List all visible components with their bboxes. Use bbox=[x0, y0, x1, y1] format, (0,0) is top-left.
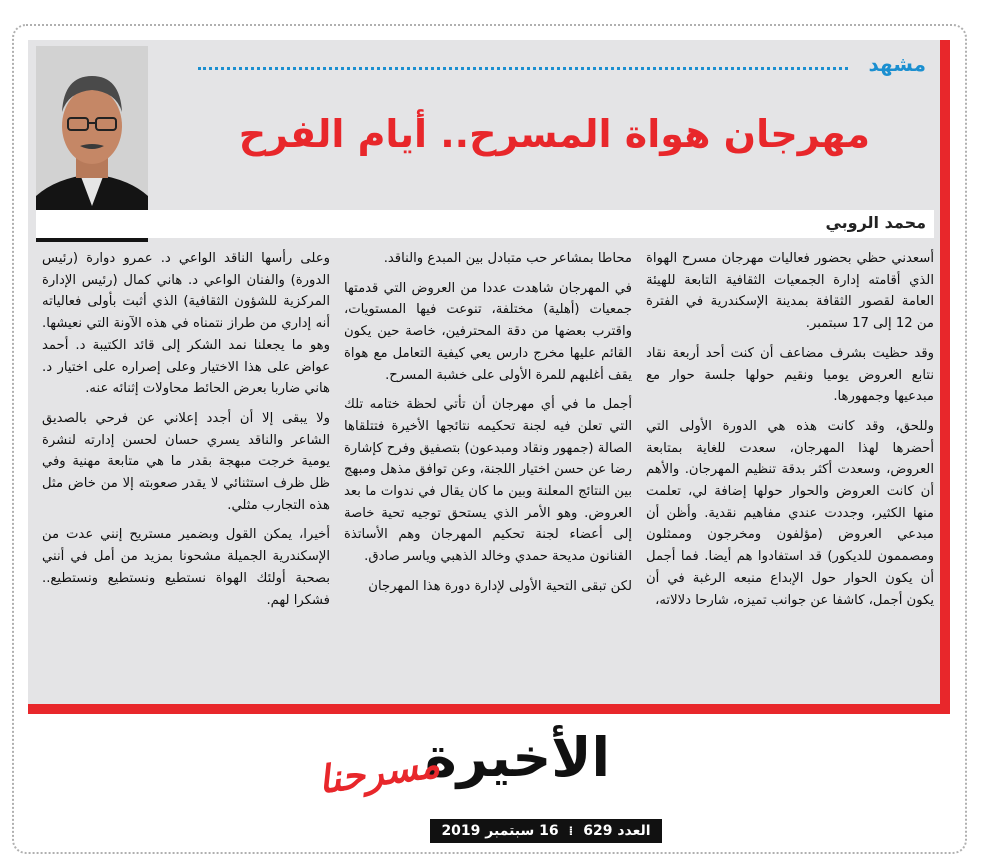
masthead-title: الأخيرة bbox=[424, 726, 610, 789]
paragraph: ولا يبقى إلا أن أجدد إعلاني عن فرحي بالصديق الشاعر والناقد يسري حسان لحسن إدارته لنشرة يومية خرجت مبهجة بقدر ما هي متابعة مهنية وفي ظل ظرف استثنائي لا يقدر صعوبته إلا من خاض مثل هذه التجارب مثلي. bbox=[42, 410, 330, 513]
masthead-logo: مسرحنا bbox=[315, 741, 443, 803]
newspaper-masthead bbox=[290, 726, 690, 846]
column-right bbox=[646, 248, 934, 700]
paragraph: محاطا بمشاعر حب متبادل بين المبدع والناقد. bbox=[383, 251, 632, 266]
section-tag: مشهد bbox=[868, 52, 926, 76]
article-body bbox=[36, 248, 934, 700]
issue-number: العدد 629 bbox=[583, 823, 651, 839]
column-left bbox=[42, 248, 330, 700]
byline-bar bbox=[36, 210, 934, 238]
paragraph: وعلى رأسها الناقد الواعي د. عمرو دوارة (رئيس الدورة) والفنان الواعي د. هاني كمال (رئيس الإدارة المركزية للشؤون الثقافية) الذي أثبت بأولى فعالياته أنه إداري من طراز نتمناه في هذه الآونة التي نعيشها. وهو ما يجعلنا نمد الشكر إلى قائد الكتيبة د. أحمد عواض على هذا الاختيار وعلى إصراره على اختيار د. هاني ضاربا بعرض الحائط محاولات إثنائه عنه. bbox=[42, 251, 330, 397]
separator-icon: ⁞ bbox=[568, 824, 574, 838]
headline: مهرجان هواة المسرح.. أيام الفرح bbox=[238, 112, 870, 156]
section-divider bbox=[198, 67, 848, 70]
paragraph: في المهرجان شاهدت عددا من العروض التي قدمتها جمعيات (أهلية) مختلفة، تنوعت فيها المستويات، واقترب بعضها من دقة المحترفين، خاصة حين يكون القائم عليها مخرج دارس يعي كيفية التعامل مع هواة يقف أغلبهم للمرة الأولى على خشبة المسرح. bbox=[344, 280, 632, 383]
issue-info-bar bbox=[430, 819, 662, 843]
article-panel bbox=[28, 40, 950, 714]
paragraph: أجمل ما في أي مهرجان أن تأتي لحظة ختامه تلك التي تعلن فيه لجنة تحكيمه نتائجها الأخيرة فتتلقاها الصالة (جمهور ونقاد ومبدعون) بتصفيق وفرح كإشارة رضا عن حسن اختيار اللجنة، وعن توافق مذهل ومبهج بين النتائج المعلنة وبين ما كان يقال في ندوات ما بعد العروض. وهو الأمر الذي يستحق توجيه تحية خاصة إلى أعضاء لجنة تحكيم المهرجان وهم الأساتذة الفنانون مديحة حمدي وخالد الذهبي وياسر صادق. bbox=[344, 397, 632, 565]
paragraph: وقد حظيت بشرف مضاعف أن كنت أحد أربعة نقاد نتابع العروض يوميا ونقيم حولها جلسة حوار مع مبدعيها وجمهورها. bbox=[646, 345, 934, 405]
paragraph: وللحق، وقد كانت هذه هي الدورة الأولى التي أحضرها لهذا المهرجان، سعدت للغاية بمتابعة العروض، وسعدت أكثر بدقة تنظيم المهرجان. والأهم أن كانت العروض والحوار حولها إضافة لي، تعلمت منها الكثير، وجددت عندي مفاهيم نقدية. وأظن أن مبدعي العروض (مؤلفون ومخرجون وممثلون ومصممون للديكور) قد استفادوا هم أيضا. فما أجمل أن يكون الحوار حول الإبداع منبعه الرغبة في أن يكون أجمل، كاشفا عن جوانب تميزه، شارحا دلالاته، bbox=[646, 418, 934, 608]
column-middle bbox=[344, 248, 632, 700]
paragraph: لكن تبقى التحية الأولى لإدارة دورة هذا المهرجان bbox=[368, 578, 632, 594]
issue-date: 16 سبتمبر 2019 bbox=[441, 823, 559, 839]
paragraph: أسعدني حظي بحضور فعاليات مهرجان مسرح الهواة الذي أقامته إدارة الجمعيات الثقافية التابعة للهيئة العامة لقصور الثقافة بمدينة الإسكندرية في الفترة من 12 إلى 17 سبتمبر. bbox=[646, 251, 934, 332]
author-name: محمد الروبي bbox=[825, 213, 926, 232]
paragraph: أخيرا، يمكن القول وبضمير مستريح إنني عدت من الإسكندرية الجميلة مشحونا بمزيد من أمل في أنني بصحبة أولئك الهواة نستطيع ونستطيع ونستطيع.. فشكرا لهم. bbox=[42, 527, 330, 608]
